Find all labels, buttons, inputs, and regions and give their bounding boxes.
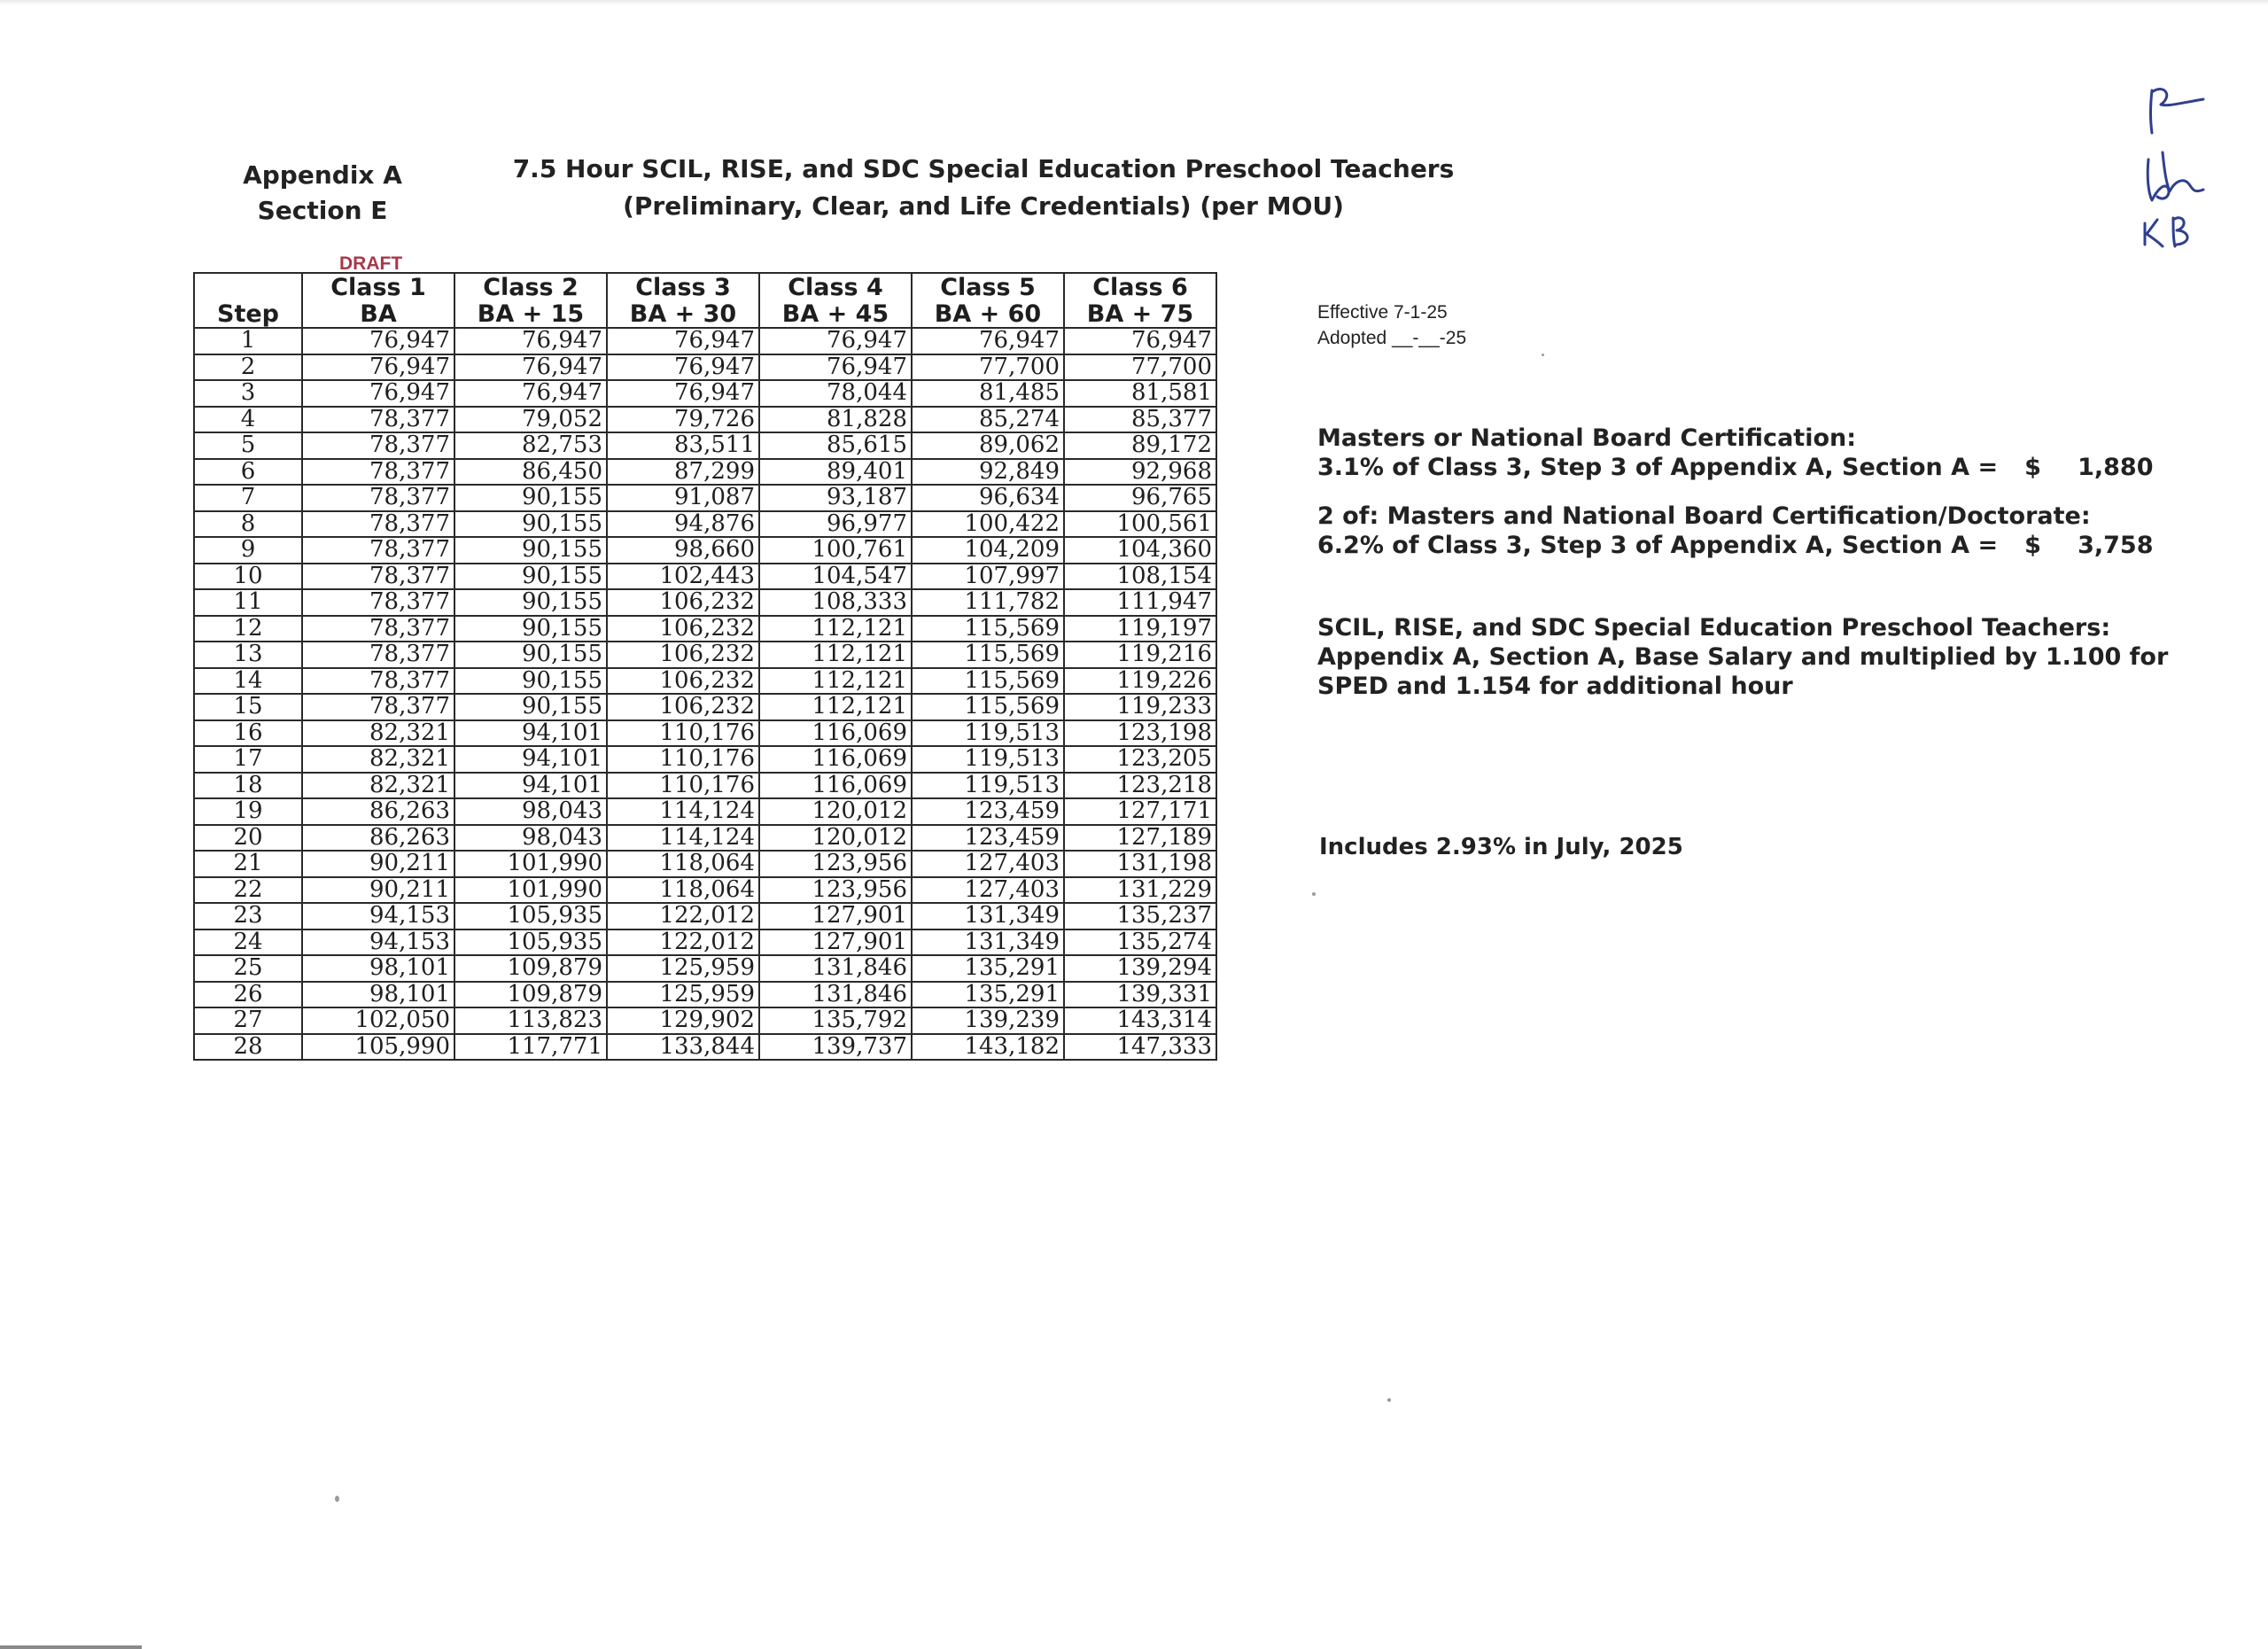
salary-cell: 78,377 [302, 459, 454, 486]
salary-cell: 76,947 [302, 380, 454, 407]
salary-cell: 129,902 [607, 1007, 759, 1034]
handwritten-initials [2122, 71, 2228, 248]
scan-speck [1387, 1398, 1391, 1402]
salary-cell: 76,947 [759, 354, 912, 381]
header-cell-class: Class 2 [454, 273, 607, 300]
step-number-cell: 23 [194, 903, 302, 930]
salary-cell: 76,947 [607, 380, 759, 407]
salary-cell: 90,211 [302, 877, 454, 904]
step-number-cell: 13 [194, 642, 302, 668]
scan-speck [1312, 892, 1316, 896]
doctorate-stipend-note [1317, 502, 2153, 560]
salary-cell: 123,956 [759, 851, 912, 877]
step-number-cell: 28 [194, 1034, 302, 1061]
effective-block [1317, 299, 1466, 351]
title-line-1: 7.5 Hour SCIL, RISE, and SDC Special Education Preschool Teachers [512, 154, 1455, 183]
table-row [194, 1034, 1216, 1061]
table-row [194, 773, 1216, 799]
two-of-currency: $ [2024, 532, 2041, 559]
sped-note-line-2: Appendix A, Section A, Base Salary and multiplied by 1.100 for [1317, 643, 2169, 671]
salary-cell: 122,012 [607, 903, 759, 930]
step-number-cell: 26 [194, 982, 302, 1008]
salary-cell: 114,124 [607, 825, 759, 852]
salary-cell: 98,043 [454, 825, 607, 852]
salary-cell: 87,299 [607, 459, 759, 486]
increase-note: Includes 2.93% in July, 2025 [1319, 834, 1683, 860]
salary-cell: 106,232 [607, 616, 759, 642]
salary-cell: 111,782 [912, 589, 1064, 616]
salary-cell: 101,990 [454, 851, 607, 877]
salary-cell: 125,959 [607, 982, 759, 1008]
salary-cell: 123,956 [759, 877, 912, 904]
masters-amount-group [2024, 453, 2153, 482]
step-number-cell: 4 [194, 407, 302, 433]
header-cell-class: Class 3 [607, 273, 759, 300]
step-number-cell: 25 [194, 955, 302, 982]
salary-cell: 104,209 [912, 537, 1064, 564]
salary-cell: 79,726 [607, 407, 759, 433]
salary-cell: 76,947 [759, 328, 912, 354]
salary-cell: 120,012 [759, 825, 912, 852]
salary-cell: 78,377 [302, 589, 454, 616]
salary-cell: 98,043 [454, 798, 607, 825]
step-number-cell: 19 [194, 798, 302, 825]
header-cell-level: BA + 30 [607, 300, 759, 328]
step-number-cell: 27 [194, 1007, 302, 1034]
salary-cell: 104,547 [759, 564, 912, 590]
salary-cell: 102,050 [302, 1007, 454, 1034]
salary-cell: 110,176 [607, 746, 759, 773]
salary-cell: 139,737 [759, 1034, 912, 1061]
salary-cell: 94,101 [454, 773, 607, 799]
salary-cell: 89,172 [1064, 432, 1216, 459]
salary-cell: 94,153 [302, 930, 454, 956]
step-number-cell: 1 [194, 328, 302, 354]
table-row [194, 432, 1216, 459]
adopted-date: Adopted __-__-25 [1317, 328, 1467, 348]
effective-date: Effective 7-1-25 [1317, 302, 1448, 323]
salary-cell: 94,101 [454, 720, 607, 747]
salary-cell: 105,990 [302, 1034, 454, 1061]
salary-cell: 119,226 [1064, 668, 1216, 695]
salary-cell: 98,101 [302, 982, 454, 1008]
table-row [194, 903, 1216, 930]
salary-cell: 98,101 [302, 955, 454, 982]
appendix-label [221, 158, 423, 229]
step-number-cell: 6 [194, 459, 302, 486]
salary-cell: 90,155 [454, 537, 607, 564]
table-row [194, 930, 1216, 956]
salary-cell: 135,291 [912, 955, 1064, 982]
salary-cell: 112,121 [759, 668, 912, 695]
salary-cell: 76,947 [912, 328, 1064, 354]
salary-cell: 85,615 [759, 432, 912, 459]
step-number-cell: 8 [194, 511, 302, 538]
salary-cell: 123,459 [912, 825, 1064, 852]
salary-cell: 81,828 [759, 407, 912, 433]
two-of-detail-line [1317, 531, 2153, 560]
step-number-cell: 11 [194, 589, 302, 616]
sped-multiplier-note [1317, 613, 2168, 701]
salary-cell: 139,239 [912, 1007, 1064, 1034]
salary-cell: 112,121 [759, 694, 912, 720]
step-number-cell: 16 [194, 720, 302, 747]
salary-cell: 135,291 [912, 982, 1064, 1008]
table-row [194, 877, 1216, 904]
table-header-row-classes [194, 273, 1216, 300]
salary-cell: 77,700 [1064, 354, 1216, 381]
salary-cell: 107,997 [912, 564, 1064, 590]
initial-bh-mark [2148, 152, 2203, 200]
masters-detail-line [1317, 453, 2153, 482]
salary-cell: 78,377 [302, 407, 454, 433]
salary-cell: 127,189 [1064, 825, 1216, 852]
header-cell-level: BA [302, 300, 454, 328]
salary-cell: 90,155 [454, 668, 607, 695]
two-of-amount: 3,758 [2078, 532, 2154, 559]
scan-top-edge [0, 0, 2268, 5]
sped-note-line-3: SPED and 1.154 for additional hour [1317, 673, 1793, 700]
header-cell-level: BA + 75 [1064, 300, 1216, 328]
salary-cell: 143,182 [912, 1034, 1064, 1061]
salary-cell: 110,176 [607, 773, 759, 799]
salary-cell: 127,403 [912, 877, 1064, 904]
step-number-cell: 2 [194, 354, 302, 381]
salary-cell: 123,218 [1064, 773, 1216, 799]
salary-cell: 98,660 [607, 537, 759, 564]
step-number-cell: 24 [194, 930, 302, 956]
two-of-heading: 2 of: Masters and National Board Certification/Doctorate: [1317, 502, 2091, 530]
salary-cell: 77,700 [912, 354, 1064, 381]
header-cell-level: BA + 45 [759, 300, 912, 328]
salary-cell: 131,349 [912, 930, 1064, 956]
salary-cell: 108,333 [759, 589, 912, 616]
masters-amount: 1,880 [2078, 454, 2154, 481]
salary-cell: 117,771 [454, 1034, 607, 1061]
salary-cell: 90,155 [454, 564, 607, 590]
salary-cell: 119,513 [912, 746, 1064, 773]
step-number-cell: 9 [194, 537, 302, 564]
salary-cell: 119,513 [912, 773, 1064, 799]
step-number-cell: 14 [194, 668, 302, 695]
salary-cell: 85,274 [912, 407, 1064, 433]
scan-speck [335, 1496, 339, 1502]
table-row [194, 982, 1216, 1008]
header-cell-class: Class 5 [912, 273, 1064, 300]
salary-cell: 81,485 [912, 380, 1064, 407]
title-line-2: (Preliminary, Clear, and Life Credentials) (per MOU) [623, 191, 1344, 221]
salary-cell: 131,349 [912, 903, 1064, 930]
salary-cell: 105,935 [454, 903, 607, 930]
salary-cell: 89,401 [759, 459, 912, 486]
table-row [194, 798, 1216, 825]
table-row [194, 616, 1216, 642]
step-number-cell: 12 [194, 616, 302, 642]
salary-cell: 123,205 [1064, 746, 1216, 773]
salary-cell: 76,947 [607, 354, 759, 381]
table-row [194, 1007, 1216, 1034]
header-cell-class: Class 1 [302, 273, 454, 300]
header-cell-class: Class 4 [759, 273, 912, 300]
salary-cell: 114,124 [607, 798, 759, 825]
table-row [194, 668, 1216, 695]
table-row [194, 825, 1216, 852]
salary-cell: 78,377 [302, 564, 454, 590]
salary-cell: 76,947 [607, 328, 759, 354]
salary-cell: 78,377 [302, 642, 454, 668]
salary-cell: 90,155 [454, 589, 607, 616]
salary-cell: 78,377 [302, 668, 454, 695]
table-row [194, 459, 1216, 486]
salary-cell: 104,360 [1064, 537, 1216, 564]
salary-cell: 96,765 [1064, 485, 1216, 511]
salary-cell: 119,216 [1064, 642, 1216, 668]
header-cell-level: BA + 60 [912, 300, 1064, 328]
salary-cell: 86,450 [454, 459, 607, 486]
salary-cell: 96,634 [912, 485, 1064, 511]
step-number-cell: 15 [194, 694, 302, 720]
salary-cell: 78,377 [302, 616, 454, 642]
salary-cell: 109,879 [454, 955, 607, 982]
salary-cell: 79,052 [454, 407, 607, 433]
appendix-line: Appendix A [243, 160, 402, 190]
salary-cell: 131,846 [759, 955, 912, 982]
salary-cell: 135,237 [1064, 903, 1216, 930]
salary-cell: 78,044 [759, 380, 912, 407]
salary-cell: 147,333 [1064, 1034, 1216, 1061]
salary-table-body [194, 328, 1216, 1060]
sped-note-line-1: SCIL, RISE, and SDC Special Education Preschool Teachers: [1317, 614, 2111, 642]
salary-cell: 90,211 [302, 851, 454, 877]
salary-cell: 102,443 [607, 564, 759, 590]
salary-cell: 116,069 [759, 720, 912, 747]
two-of-amount-group [2024, 531, 2153, 560]
salary-cell: 101,990 [454, 877, 607, 904]
salary-cell: 118,064 [607, 851, 759, 877]
salary-cell: 118,064 [607, 877, 759, 904]
table-row [194, 955, 1216, 982]
salary-cell: 81,581 [1064, 380, 1216, 407]
salary-cell: 82,321 [302, 720, 454, 747]
table-row [194, 354, 1216, 381]
salary-cell: 108,154 [1064, 564, 1216, 590]
salary-cell: 119,197 [1064, 616, 1216, 642]
salary-cell: 91,087 [607, 485, 759, 511]
salary-cell: 106,232 [607, 589, 759, 616]
salary-cell: 139,294 [1064, 955, 1216, 982]
salary-cell: 116,069 [759, 746, 912, 773]
masters-stipend-note [1317, 424, 2153, 482]
salary-cell: 76,947 [454, 380, 607, 407]
salary-cell: 78,377 [302, 485, 454, 511]
salary-cell: 96,977 [759, 511, 912, 538]
salary-cell: 133,844 [607, 1034, 759, 1061]
salary-cell: 89,062 [912, 432, 1064, 459]
table-row [194, 746, 1216, 773]
salary-cell: 82,321 [302, 746, 454, 773]
salary-cell: 93,187 [759, 485, 912, 511]
salary-cell: 139,331 [1064, 982, 1216, 1008]
table-row [194, 720, 1216, 747]
salary-cell: 112,121 [759, 616, 912, 642]
scan-bottom-edge [0, 1645, 142, 1649]
salary-cell: 90,155 [454, 642, 607, 668]
salary-cell: 135,274 [1064, 930, 1216, 956]
salary-cell: 86,263 [302, 825, 454, 852]
salary-cell: 119,233 [1064, 694, 1216, 720]
salary-cell: 100,422 [912, 511, 1064, 538]
salary-cell: 131,229 [1064, 877, 1216, 904]
header-cell-empty [194, 273, 302, 300]
salary-cell: 112,121 [759, 642, 912, 668]
table-row [194, 407, 1216, 433]
masters-heading: Masters or National Board Certification: [1317, 424, 1857, 452]
salary-cell: 131,198 [1064, 851, 1216, 877]
salary-cell: 78,377 [302, 511, 454, 538]
salary-cell: 122,012 [607, 930, 759, 956]
salary-cell: 127,901 [759, 903, 912, 930]
header-cell-class: Class 6 [1064, 273, 1216, 300]
step-number-cell: 10 [194, 564, 302, 590]
salary-cell: 78,377 [302, 432, 454, 459]
salary-cell: 119,513 [912, 720, 1064, 747]
salary-cell: 109,879 [454, 982, 607, 1008]
salary-cell: 106,232 [607, 642, 759, 668]
salary-cell: 127,171 [1064, 798, 1216, 825]
table-header-row-levels [194, 300, 1216, 328]
salary-cell: 94,876 [607, 511, 759, 538]
table-row [194, 851, 1216, 877]
salary-cell: 83,511 [607, 432, 759, 459]
step-number-cell: 5 [194, 432, 302, 459]
scan-speck [1542, 354, 1544, 356]
salary-cell: 123,198 [1064, 720, 1216, 747]
salary-cell: 116,069 [759, 773, 912, 799]
salary-cell: 92,968 [1064, 459, 1216, 486]
page-title [496, 151, 1471, 225]
salary-cell: 82,321 [302, 773, 454, 799]
masters-detail: 3.1% of Class 3, Step 3 of Appendix A, Section A = [1317, 454, 1999, 481]
salary-cell: 76,947 [454, 354, 607, 381]
step-number-cell: 21 [194, 851, 302, 877]
table-row [194, 537, 1216, 564]
salary-cell: 100,561 [1064, 511, 1216, 538]
salary-cell: 127,403 [912, 851, 1064, 877]
salary-cell: 90,155 [454, 694, 607, 720]
table-row [194, 564, 1216, 590]
salary-cell: 92,849 [912, 459, 1064, 486]
salary-schedule-table [193, 272, 1217, 1061]
salary-cell: 106,232 [607, 668, 759, 695]
table-row [194, 485, 1216, 511]
step-number-cell: 18 [194, 773, 302, 799]
salary-cell: 85,377 [1064, 407, 1216, 433]
salary-cell: 106,232 [607, 694, 759, 720]
table-row [194, 589, 1216, 616]
salary-cell: 131,846 [759, 982, 912, 1008]
table-row [194, 694, 1216, 720]
salary-cell: 115,569 [912, 642, 1064, 668]
salary-cell: 115,569 [912, 616, 1064, 642]
salary-cell: 76,947 [302, 328, 454, 354]
salary-cell: 76,947 [1064, 328, 1216, 354]
salary-cell: 82,753 [454, 432, 607, 459]
table-row [194, 380, 1216, 407]
salary-cell: 78,377 [302, 537, 454, 564]
initial-kb-mark [2145, 218, 2187, 246]
header-cell-step: Step [194, 300, 302, 328]
step-number-cell: 22 [194, 877, 302, 904]
salary-cell: 94,153 [302, 903, 454, 930]
salary-cell: 76,947 [302, 354, 454, 381]
salary-cell: 100,761 [759, 537, 912, 564]
salary-cell: 143,314 [1064, 1007, 1216, 1034]
salary-cell: 76,947 [454, 328, 607, 354]
salary-cell: 105,935 [454, 930, 607, 956]
salary-cell: 90,155 [454, 485, 607, 511]
salary-cell: 78,377 [302, 694, 454, 720]
step-number-cell: 20 [194, 825, 302, 852]
salary-cell: 115,569 [912, 668, 1064, 695]
salary-cell: 120,012 [759, 798, 912, 825]
draft-stamp: DRAFT [339, 253, 403, 274]
header-cell-level: BA + 15 [454, 300, 607, 328]
salary-cell: 90,155 [454, 616, 607, 642]
table-row [194, 511, 1216, 538]
table-row [194, 642, 1216, 668]
salary-cell: 125,959 [607, 955, 759, 982]
initial-r-mark [2151, 89, 2204, 133]
section-line: Section E [257, 196, 388, 225]
two-of-detail: 6.2% of Class 3, Step 3 of Appendix A, Section A = [1317, 532, 1999, 559]
salary-cell: 113,823 [454, 1007, 607, 1034]
masters-currency: $ [2024, 454, 2041, 481]
salary-cell: 127,901 [759, 930, 912, 956]
salary-cell: 115,569 [912, 694, 1064, 720]
salary-cell: 110,176 [607, 720, 759, 747]
salary-cell: 86,263 [302, 798, 454, 825]
step-number-cell: 3 [194, 380, 302, 407]
table-row [194, 328, 1216, 354]
step-number-cell: 17 [194, 746, 302, 773]
salary-cell: 123,459 [912, 798, 1064, 825]
salary-cell: 111,947 [1064, 589, 1216, 616]
salary-cell: 90,155 [454, 511, 607, 538]
step-number-cell: 7 [194, 485, 302, 511]
salary-cell: 135,792 [759, 1007, 912, 1034]
salary-cell: 94,101 [454, 746, 607, 773]
